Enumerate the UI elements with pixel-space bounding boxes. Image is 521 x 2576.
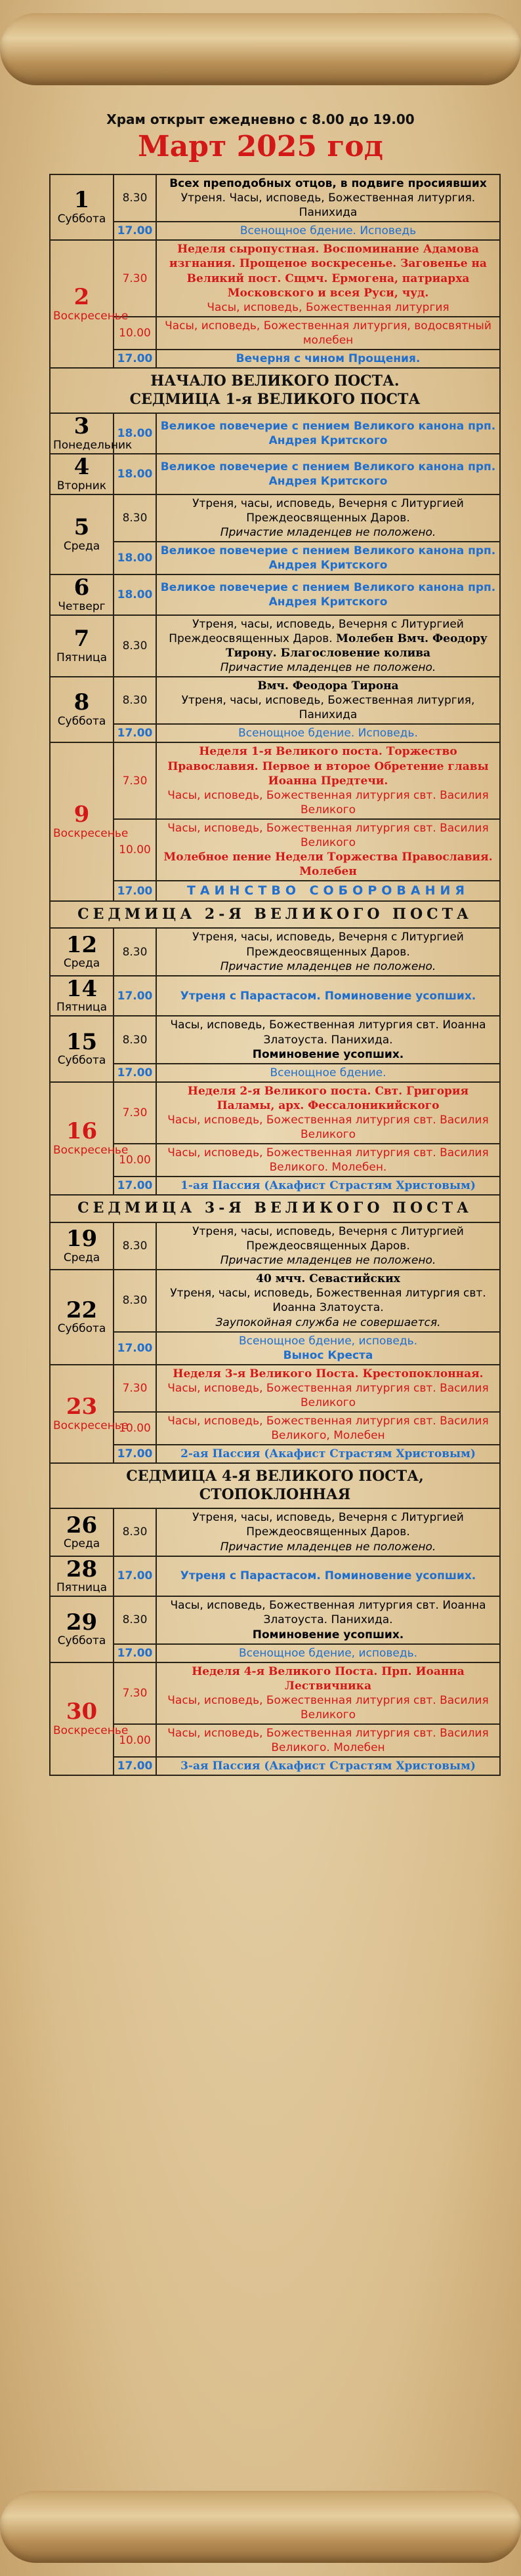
service-cell: 3-ая Пассия (Акафист Страстям Христовым): [156, 1757, 500, 1775]
time-cell: 18.00: [114, 413, 156, 454]
weekday: Суббота: [57, 1054, 106, 1068]
service-note: Причастие младенцев не положено.: [220, 525, 436, 539]
day-number: 23: [66, 1394, 98, 1420]
service-cell: [156, 1596, 500, 1643]
time-cell: 17.00: [114, 1332, 156, 1365]
table-row: [50, 413, 500, 454]
service-text: Утреня, часы, исповедь, Божественная литургия свт. Иоанна Златоуста.: [170, 1287, 486, 1315]
table-row: [50, 1332, 500, 1365]
service-cell: [156, 615, 500, 677]
table-row: [50, 1270, 500, 1331]
section-title: СЕДМИЦА 2-Я ВЕЛИКОГО ПОСТА: [50, 901, 500, 929]
service-cell: Часы, исповедь, Божественная литургия свт. Василия Великого. Молебен.: [156, 1144, 500, 1177]
service-cell: [156, 677, 500, 724]
section-row: [50, 1195, 500, 1222]
service-cell: Утреня с Парастасом. Поминовение усопших.: [156, 1556, 500, 1597]
weekday: Воскресенье: [53, 309, 129, 323]
time-cell: 17.00: [114, 1757, 156, 1775]
service-text: Утреня, часы, исповедь, Вечерня с Литургией Преждеосвященных Даров.: [192, 496, 464, 525]
time-cell: 8.30: [114, 174, 156, 222]
service-cell: Вечерня с чином Прощения.: [156, 350, 500, 368]
day-cell: [50, 1016, 114, 1081]
day-cell: [50, 742, 129, 901]
day-cell: [50, 174, 114, 240]
table-row: [50, 928, 500, 975]
weekday: Среда: [63, 957, 100, 971]
time-cell: 17.00: [114, 1644, 156, 1662]
time-cell: 8.30: [114, 1508, 156, 1556]
day-cell: [50, 1662, 129, 1776]
day-number: 26: [66, 1512, 98, 1539]
time-cell: 10.00: [114, 317, 156, 350]
service-cell: [156, 1270, 500, 1331]
service-cell: [156, 1016, 500, 1063]
service-text: Часы, исповедь, Божественная литургия свт. Иоанна Златоуста. Панихида.: [170, 1018, 486, 1047]
day-number: 3: [73, 413, 90, 440]
schedule-header: [0, 111, 521, 163]
day-number: 2: [73, 283, 90, 310]
section-title: СЕДМИЦА 4-Я ВЕЛИКОГО ПОСТА, СТОПОКЛОННАЯ: [50, 1463, 500, 1508]
day-cell: [50, 574, 114, 615]
service-cell: [156, 1222, 500, 1270]
table-row: [50, 976, 500, 1016]
day-number: 30: [66, 1699, 98, 1725]
table-row: [50, 1556, 500, 1597]
day-cell: [50, 1270, 114, 1365]
weekday: Четверг: [58, 599, 106, 613]
day-cell: [50, 454, 114, 494]
section-row: [50, 1463, 500, 1508]
table-row: [50, 1644, 500, 1662]
service-cell: 2-ая Пассия (Акафист Страстям Христовым): [156, 1445, 500, 1463]
service-cell: [156, 928, 500, 975]
month-title: Март 2025 год: [138, 130, 383, 163]
table-row: [50, 1662, 500, 1724]
weekday: Воскресенье: [53, 1419, 129, 1432]
day-number: 12: [66, 931, 98, 958]
time-cell: 17.00: [114, 222, 156, 240]
time-cell: 17.00: [114, 976, 156, 1016]
section-row: [50, 901, 500, 929]
service-cell: Часы, исповедь, Божественная литургия свт. Василия Великого, Молебен: [156, 1412, 500, 1445]
service-bold: Поминовение усопших.: [252, 1047, 404, 1061]
time-cell: 17.00: [114, 1445, 156, 1463]
table-row: [50, 174, 500, 222]
day-cell: [50, 1508, 114, 1556]
service-cell: Часы, исповедь, Божественная литургия, водосвятный молебен: [156, 317, 500, 350]
time-cell: 7.30: [114, 1662, 156, 1724]
service-text: Часы, исповедь, Божественная литургия: [207, 300, 449, 314]
service-cell: Утреня с Парастасом. Поминовение усопших.: [156, 976, 500, 1016]
time-cell: 8.30: [114, 615, 156, 677]
time-cell: 17.00: [114, 724, 156, 742]
feast-title: Неделя 4-я Великого Поста. Прп. Иоанна Лествичника: [192, 1664, 465, 1693]
weekday: Вторник: [56, 479, 107, 493]
service-text: Утреня, часы, исповедь, Божественная литургия, Панихида: [181, 694, 475, 722]
service-cell: [156, 174, 500, 222]
time-cell: 17.00: [114, 1064, 156, 1082]
feast-title: Вмч. Феодора Тирона: [257, 679, 399, 693]
day-number: 9: [73, 801, 90, 828]
service-text: Часы, исповедь, Божественная литургия свт. Василия Великого: [167, 788, 489, 816]
service-bold: Молебное пение Недели Торжества Православия. Молебен: [163, 851, 493, 879]
day-number: 8: [73, 689, 90, 716]
table-row: [50, 1445, 500, 1463]
time-cell: 10.00: [114, 819, 156, 881]
service-cell: [156, 1082, 500, 1144]
table-row: [50, 494, 500, 542]
time-cell: 8.30: [114, 1016, 156, 1063]
table-row: [50, 1222, 500, 1270]
table-row: [50, 1508, 500, 1556]
table-row: [50, 724, 500, 742]
weekday: Воскресенье: [53, 827, 129, 841]
service-note: Причастие младенцев не положено.: [220, 1254, 436, 1268]
service-cell: Великое повечерие с пением Великого канона прп. Андрея Критского: [156, 413, 500, 454]
time-cell: 8.30: [114, 1222, 156, 1270]
time-cell: 17.00: [114, 350, 156, 368]
service-text: Часы, исповедь, Божественная литургия свт. Василия Великого: [167, 1693, 489, 1721]
section-title: НАЧАЛО ВЕЛИКОГО ПОСТА. СЕДМИЦА 1-я ВЕЛИКОГО ПОСТА: [50, 368, 500, 413]
weekday: Воскресенье: [53, 1723, 129, 1737]
time-cell: 8.30: [114, 494, 156, 542]
feast-title: 40 мчч. Севастийских: [256, 1272, 400, 1286]
table-row: [50, 1596, 500, 1643]
day-number: 6: [73, 574, 90, 601]
service-cell: Всенощное бдение. Исповедь.: [156, 724, 500, 742]
service-cell: Всенощное бдение. Исповедь: [156, 222, 500, 240]
table-row: [50, 1064, 500, 1082]
weekday: Среда: [63, 1537, 100, 1551]
feast-title: Всех преподобных отцов, в подвиге просиявших: [169, 177, 487, 190]
day-number: 7: [73, 626, 90, 652]
table-row: [50, 615, 500, 677]
feast-title: Неделя 2-я Великого поста. Свт. Григория Паламы, арх. Фессалоникийского: [187, 1084, 469, 1112]
day-cell: [50, 1222, 114, 1270]
service-text: Утреня, часы, исповедь, Вечерня с Литургией Преждеосвященных Даров.: [192, 1511, 464, 1539]
day-cell: [50, 976, 114, 1016]
service-text: Утреня. Часы, исповедь, Божественная литургия. Панихида: [180, 191, 476, 220]
service-cell: [156, 1365, 500, 1412]
day-cell: [50, 494, 114, 574]
time-cell: 8.30: [114, 928, 156, 975]
service-text: Утреня, часы, исповедь, Вечерня с Литургией Преждеосвященных Даров.: [192, 931, 464, 959]
table-row: [50, 574, 500, 615]
service-text: Утреня, часы, исповедь, Вечерня с Литургией Преждеосвященных Даров.: [169, 617, 464, 645]
service-cell: [156, 1508, 500, 1556]
table-row: [50, 1177, 500, 1195]
open-hours: Храм открыт ежедневно с 8.00 до 19.00: [106, 111, 415, 127]
weekday: Среда: [63, 539, 100, 553]
table-row: [50, 454, 500, 494]
service-cell: [156, 742, 500, 818]
weekday: Суббота: [57, 1322, 106, 1336]
scroll-bottom-roll: [0, 2491, 521, 2563]
feast-title: Неделя 1-я Великого поста. Торжество Православия. Первое и второе Обретение главы Иоанна Предтечи.: [167, 745, 489, 788]
weekday: Суббота: [57, 212, 106, 226]
table-row: [50, 1082, 500, 1144]
service-cell: [156, 1332, 500, 1365]
time-cell: 17.00: [114, 881, 156, 901]
service-note: Причастие младенцев не положено.: [220, 959, 436, 973]
service-bold: Поминовение усопших.: [252, 1628, 404, 1641]
time-cell: 7.30: [114, 240, 156, 316]
feast-title: Неделя 3-я Великого Поста. Крестопоклонная.: [173, 1367, 484, 1380]
day-number: 29: [66, 1609, 98, 1636]
time-cell: 18.00: [114, 574, 156, 615]
table-row: [50, 240, 500, 316]
service-text: Утреня, часы, исповедь, Вечерня с Литургией Преждеосвященных Даров.: [192, 1224, 464, 1253]
day-cell: [50, 615, 114, 677]
table-row: [50, 222, 500, 240]
day-number: 28: [66, 1556, 98, 1582]
service-cell: ТАИНСТВО СОБОРОВАНИЯ: [156, 881, 500, 901]
weekday: Пятница: [56, 1001, 108, 1015]
scroll-top-roll: [0, 13, 521, 85]
table-row: [50, 881, 500, 901]
day-number: 19: [66, 1226, 98, 1253]
service-cell: [156, 1662, 500, 1724]
weekday: Понедельник: [53, 438, 133, 452]
day-number: 22: [66, 1297, 98, 1323]
table-row: [50, 350, 500, 368]
service-text: Часы, исповедь, Божественная литургия свт. Василия Великого: [167, 1113, 489, 1142]
day-number: 16: [66, 1118, 98, 1145]
weekday: Воскресенье: [53, 1143, 129, 1157]
time-cell: 10.00: [114, 1412, 156, 1445]
service-cell: Великое повечерие с пением Великого канона прп. Андрея Критского: [156, 542, 500, 574]
day-number: 1: [73, 187, 90, 214]
day-cell: [50, 240, 129, 368]
day-cell: [50, 1596, 114, 1662]
section-title: СЕДМИЦА 3-Я ВЕЛИКОГО ПОСТА: [50, 1195, 500, 1222]
time-cell: 18.00: [114, 454, 156, 494]
time-cell: 17.00: [114, 1556, 156, 1597]
table-row: [50, 742, 500, 818]
service-cell: [156, 240, 500, 316]
service-bold: Вынос Креста: [283, 1348, 373, 1362]
service-text: Часы, исповедь, Божественная литургия свт. Василия Великого: [167, 1381, 489, 1409]
time-cell: 18.00: [114, 542, 156, 574]
weekday: Суббота: [57, 1634, 106, 1648]
time-cell: 10.00: [114, 1724, 156, 1757]
time-cell: 7.30: [114, 742, 156, 818]
service-text: Часы, исповедь, Божественная литургия свт. Василия Великого: [167, 821, 489, 849]
time-cell: 7.30: [114, 1365, 156, 1412]
day-cell: [50, 413, 133, 454]
day-cell: [50, 1082, 129, 1196]
service-cell: Всенощное бдение, исповедь.: [156, 1644, 500, 1662]
time-cell: 8.30: [114, 677, 156, 724]
service-cell: Часы, исповедь, Божественная литургия свт. Василия Великого. Молебен: [156, 1724, 500, 1757]
weekday: Пятница: [56, 1581, 108, 1595]
table-row: [50, 1365, 500, 1412]
time-cell: 10.00: [114, 1144, 156, 1177]
day-number: 5: [73, 513, 90, 540]
service-text: Часы, исповедь, Божественная литургия свт. Иоанна Златоуста. Панихида.: [170, 1599, 486, 1627]
service-cell: Всенощное бдение.: [156, 1064, 500, 1082]
service-text: Всенощное бдение, исповедь.: [238, 1334, 418, 1348]
service-note: Заупокойная служба не совершается.: [215, 1316, 441, 1329]
time-cell: 7.30: [114, 1082, 156, 1144]
table-row: [50, 542, 500, 574]
service-cell: Великое повечерие с пением Великого канона прп. Андрея Критского: [156, 454, 500, 494]
day-cell: [50, 677, 114, 742]
day-number: 14: [66, 975, 98, 1002]
schedule-table: [49, 174, 501, 1776]
service-cell: Великое повечерие с пением Великого канона прп. Андрея Критского: [156, 574, 500, 615]
service-cell: [156, 494, 500, 542]
day-number: 4: [73, 453, 90, 480]
service-note: Причастие младенцев не положено.: [220, 660, 436, 674]
service-cell: [156, 819, 500, 881]
time-cell: 17.00: [114, 1177, 156, 1195]
weekday: Суббота: [57, 715, 106, 729]
service-cell: 1-ая Пассия (Акафист Страстям Христовым): [156, 1177, 500, 1195]
weekday: Пятница: [56, 651, 108, 664]
time-cell: 8.30: [114, 1270, 156, 1331]
day-number: 15: [66, 1028, 98, 1055]
table-row: [50, 1016, 500, 1063]
service-note: Причастие младенцев не положено.: [220, 1540, 436, 1554]
service-bold: Молебен Вмч. Феодору Тирону. Благословение колива: [225, 632, 488, 660]
time-cell: 8.30: [114, 1596, 156, 1643]
day-cell: [50, 1365, 129, 1464]
feast-title: Неделя сыропустная. Воспоминание Адамова изгнания. Прощеное воскресенье. Заговенье на Великий пост. Сщмч. Ермогена, патриарха Московского и всея Руси, чуд.: [169, 243, 487, 300]
weekday: Среда: [63, 1251, 100, 1264]
section-row: [50, 368, 500, 413]
table-row: [50, 677, 500, 724]
day-cell: [50, 1556, 114, 1597]
table-row: [50, 1757, 500, 1775]
day-cell: [50, 928, 114, 975]
